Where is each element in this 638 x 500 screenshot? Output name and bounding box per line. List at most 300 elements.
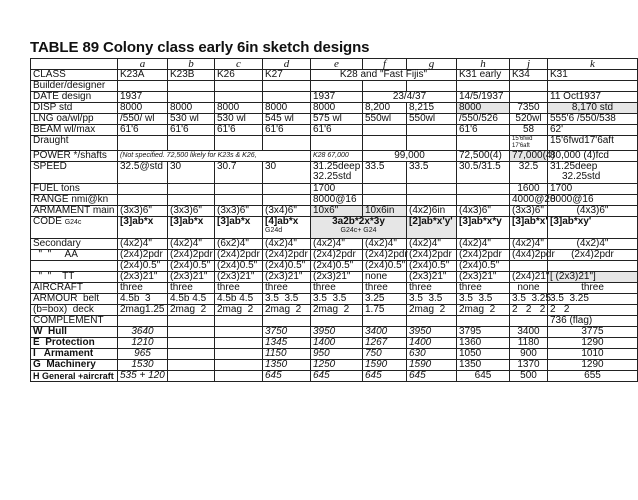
table-cell: 1267	[363, 338, 407, 349]
table-cell	[363, 184, 407, 195]
table-cell: 736 (flag)	[548, 316, 638, 327]
date-row	[31, 92, 638, 103]
table-cell: (2x4)2pdr	[407, 250, 457, 261]
table-cell: 61'6	[263, 125, 311, 136]
table-cell: K31 early	[457, 70, 510, 81]
table-cell	[407, 184, 457, 195]
speed-deep: 31.25deep	[550, 161, 598, 172]
weight-hull-row	[31, 327, 638, 338]
table-cell: 8000	[215, 103, 263, 114]
table-cell: 77,000(4)	[510, 151, 548, 162]
table-cell: 950	[311, 349, 363, 360]
table-cell: 3.5 3.25	[510, 294, 548, 305]
column-letter: h	[457, 59, 510, 70]
armour-belt-row	[31, 294, 638, 305]
table-cell: 15'6fwd17'6aft	[548, 136, 638, 151]
table-cell: 2mag 2	[457, 305, 510, 316]
table-cell: 1600	[510, 184, 548, 195]
table-cell: (2x4)2pdr	[118, 250, 168, 261]
speed-deep: 31.25deep	[313, 161, 361, 172]
table-cell: three	[311, 283, 363, 294]
table-cell: 61'6	[457, 125, 510, 136]
table-cell	[407, 136, 457, 151]
row-label: ARMOUR belt	[31, 294, 118, 305]
table-cell: (2x3)21"	[118, 272, 168, 283]
aa-row	[31, 250, 638, 261]
table-cell: (4x2)4"	[118, 239, 168, 250]
range-row	[31, 195, 638, 206]
table-cell	[311, 81, 363, 92]
table-cell: (4x2)6in	[407, 206, 457, 217]
table-cell	[215, 371, 263, 382]
table-cell: 645	[311, 371, 363, 382]
table-cell: 1050	[457, 349, 510, 360]
table-cell: [3]ab*x	[168, 217, 215, 239]
table-cell	[407, 125, 457, 136]
table-cell	[407, 195, 457, 206]
table-cell: 1700	[548, 184, 638, 195]
table-cell: three	[407, 283, 457, 294]
column-letter: e	[311, 59, 363, 70]
column-letter: g	[407, 59, 457, 70]
table-cell: 1590	[363, 360, 407, 371]
table-cell: 8000	[311, 103, 363, 114]
table-cell	[168, 349, 215, 360]
table-cell: 1400	[407, 338, 457, 349]
row-label: E Protection	[31, 338, 118, 349]
table-cell	[407, 81, 457, 92]
table-cell	[263, 195, 311, 206]
table-cell: (2x3)21"	[457, 272, 510, 283]
table-cell: 655	[548, 371, 638, 382]
table-cell	[118, 184, 168, 195]
fuel-row	[31, 184, 638, 195]
table-cell: K28 67,000	[311, 151, 363, 162]
row-label: H General +aircraft	[31, 371, 118, 382]
table-cell	[311, 162, 363, 184]
table-cell: 72,500(4)	[457, 151, 510, 162]
table-cell: 1345	[263, 338, 311, 349]
table-cell: (2x4)0.5"	[168, 261, 215, 272]
table-cell: 8000@16	[548, 195, 638, 206]
table-cell: 2mag 2	[311, 305, 363, 316]
table-cell: (2x4)2pdr	[311, 250, 363, 261]
table-cell: 645	[457, 371, 510, 382]
table-cell: 2mag 2	[263, 305, 311, 316]
table-cell: three	[457, 283, 510, 294]
table-cell: (2x4)2pdr	[457, 250, 510, 261]
table-cell: 2mag1.25	[118, 305, 168, 316]
row-label: SPEED	[31, 162, 118, 184]
table-cell: (4x2)4"	[168, 239, 215, 250]
table-cell	[457, 136, 510, 151]
table-cell: 1150	[263, 349, 311, 360]
table-cell: K23A	[118, 70, 168, 81]
table-cell: 3400	[363, 327, 407, 338]
table-cell: [2]ab*x'y'	[407, 217, 457, 239]
table-cell: 33.5	[407, 162, 457, 184]
speed-std: 32.25std	[562, 171, 601, 182]
table-cell: 8000	[263, 103, 311, 114]
speed-row	[31, 162, 638, 184]
beam-row	[31, 125, 638, 136]
row-label: POWER */shafts	[31, 151, 118, 162]
table-cell: 1937	[118, 92, 168, 103]
table-cell: (3x4)6"	[263, 206, 311, 217]
table-cell	[215, 338, 263, 349]
table-cell	[311, 316, 363, 327]
table-cell: (2x4)2pdr	[548, 250, 638, 261]
table-cell: 1590	[407, 360, 457, 371]
table-cell: 1350	[263, 360, 311, 371]
table-cell: (3x3)6"	[510, 206, 548, 217]
table-cell: 1210	[118, 338, 168, 349]
table-cell: (4x2)4"	[407, 239, 457, 250]
row-label	[31, 217, 118, 239]
class-row	[31, 70, 638, 81]
table-cell: (2x3)21"	[215, 272, 263, 283]
table-cell	[118, 195, 168, 206]
column-letter: b	[168, 59, 215, 70]
table-cell: (2x4)2pdr	[263, 250, 311, 261]
table-cell: 4000@20	[510, 195, 548, 206]
table-cell: 7350	[510, 103, 548, 114]
table-cell: (4x3)6"	[457, 206, 510, 217]
table-cell: 2 2 2	[510, 305, 548, 316]
table-cell	[168, 338, 215, 349]
length-row	[31, 114, 638, 125]
table-cell: (2x4)0.5"	[407, 261, 457, 272]
draught-row	[31, 136, 638, 151]
table-cell: 2 2	[548, 305, 638, 316]
table-cell	[168, 316, 215, 327]
table-cell	[215, 316, 263, 327]
table-cell: 3400	[510, 327, 548, 338]
table-cell: /550/ wl	[118, 114, 168, 125]
table-cell	[215, 92, 263, 103]
table-cell: 1937	[311, 92, 363, 103]
table-cell: 3795	[457, 327, 510, 338]
table-cell: (2x3)21"	[311, 272, 363, 283]
table-cell: 4.5b 4.5	[168, 294, 215, 305]
table-cell	[548, 261, 638, 272]
table-cell	[263, 81, 311, 92]
weight-general-row	[31, 371, 638, 382]
table-cell: 1180	[510, 338, 548, 349]
table-cell: 8,215	[407, 103, 457, 114]
table-cell: 3.5 3.5	[311, 294, 363, 305]
table-cell: 630	[407, 349, 457, 360]
table-cell	[168, 92, 215, 103]
row-label: Builder/designer	[31, 81, 118, 92]
table-cell: 1700	[311, 184, 363, 195]
table-cell: 2mag 2	[215, 305, 263, 316]
table-cell: 8,170 std	[548, 103, 638, 114]
table-cell: 1530	[118, 360, 168, 371]
table-cell: [ (2x3)21"]	[548, 272, 638, 283]
table-cell	[363, 195, 407, 206]
table-cell	[263, 92, 311, 103]
table-cell: 3.5 3.5	[457, 294, 510, 305]
table-cell: (4x2)4"	[548, 239, 638, 250]
table-cell: 645	[263, 371, 311, 382]
table-cell: 80,000 (4)fcd	[548, 151, 638, 162]
armament-main-row	[31, 206, 638, 217]
table-cell	[215, 184, 263, 195]
table-cell	[311, 136, 363, 151]
table-cell	[215, 360, 263, 371]
table-cell	[363, 125, 407, 136]
table-cell	[510, 81, 548, 92]
table-cell: [3]ab*x'	[510, 217, 548, 239]
table-cell: (2x4)0.5"	[118, 261, 168, 272]
table-cell	[363, 81, 407, 92]
aa-secondary-row	[31, 261, 638, 272]
row-label: BEAM wl/max	[31, 125, 118, 136]
table-cell: K34	[510, 70, 548, 81]
table-cell: (2x4)0.5"	[363, 261, 407, 272]
row-label: " " AA	[31, 250, 118, 261]
table-cell: [3]ab*xy'	[548, 217, 638, 239]
table-cell: /550/526	[457, 114, 510, 125]
table-cell	[510, 136, 548, 151]
table-cell: none	[510, 283, 548, 294]
aircraft-row	[31, 283, 638, 294]
table-cell	[457, 81, 510, 92]
column-letter: a	[118, 59, 168, 70]
draught-aft: 17'6aft	[512, 143, 530, 149]
table-cell: 545 wl	[263, 114, 311, 125]
weight-machinery-row	[31, 360, 638, 371]
table-cell: (6x2)4"	[215, 239, 263, 250]
table-cell	[263, 136, 311, 151]
table-cell	[263, 217, 311, 239]
row-label: DATE design	[31, 92, 118, 103]
table-cell: 530 wl	[215, 114, 263, 125]
disp-row	[31, 103, 638, 114]
table-cell: 10x6in	[363, 206, 407, 217]
table-cell: three	[118, 283, 168, 294]
table-cell: [3]ab*x	[118, 217, 168, 239]
table-cell	[510, 316, 548, 327]
table-cell: (3x3)6"	[118, 206, 168, 217]
table-cell: (4x3)6"	[548, 206, 638, 217]
column-letter: f	[363, 59, 407, 70]
table-cell: (4x2)4"	[263, 239, 311, 250]
table-cell: 14/5/1937	[457, 92, 510, 103]
table-cell: three	[168, 283, 215, 294]
table-cell	[168, 360, 215, 371]
table-cell	[168, 184, 215, 195]
table-cell: (2x3)21"	[168, 272, 215, 283]
table-cell: 8,200	[363, 103, 407, 114]
row-label: (b=box) deck	[31, 305, 118, 316]
column-letter: k	[548, 59, 638, 70]
design-table	[30, 58, 638, 382]
table-cell	[215, 136, 263, 151]
table-cell: 32.5	[510, 162, 548, 184]
table-cell: 61'6	[168, 125, 215, 136]
table-cell	[263, 184, 311, 195]
table-cell	[457, 316, 510, 327]
table-cell	[363, 136, 407, 151]
code-ref: G24c+ G24	[340, 227, 377, 234]
table-cell: 530 wl	[168, 114, 215, 125]
table-cell: 3950	[311, 327, 363, 338]
row-label: RANGE nmi@kn	[31, 195, 118, 206]
table-cell	[215, 195, 263, 206]
table-cell: three	[363, 283, 407, 294]
table-cell: 900	[510, 349, 548, 360]
table-title: TABLE 89 Colony class early 6in sketch designs	[30, 39, 370, 56]
table-cell	[407, 316, 457, 327]
column-letters-row	[31, 59, 638, 70]
table-cell: (2x4)2pdr	[215, 250, 263, 261]
table-cell	[311, 217, 407, 239]
table-cell: 8000	[118, 103, 168, 114]
table-cell: (2x4)0.5"	[311, 261, 363, 272]
table-cell	[457, 195, 510, 206]
code-row	[31, 217, 638, 239]
table-cell: (4x2)4"	[311, 239, 363, 250]
table-cell: 2mag 2	[168, 305, 215, 316]
table-cell: (2x3)21"	[263, 272, 311, 283]
table-cell: 23/4/37	[363, 92, 457, 103]
table-cell: 3640	[118, 327, 168, 338]
column-letter: c	[215, 59, 263, 70]
draught-fwd: 15'6fwd	[512, 136, 533, 142]
table-cell: (2x4)0.5"	[263, 261, 311, 272]
table-cell: 30.5/31.5	[457, 162, 510, 184]
table-cell: [3]ab*x	[215, 217, 263, 239]
table-cell: 61'6	[215, 125, 263, 136]
table-cell	[457, 184, 510, 195]
table-cell: 555'6 /550/538	[548, 114, 638, 125]
table-cell: 61'6	[311, 125, 363, 136]
table-cell: 8000	[457, 103, 510, 114]
table-cell: (2x4)2pdr	[363, 250, 407, 261]
code-ref: G24d	[265, 227, 283, 234]
table-cell: 3.5 3.5	[407, 294, 457, 305]
table-cell: 1250	[311, 360, 363, 371]
table-cell	[168, 371, 215, 382]
table-cell	[168, 81, 215, 92]
table-cell: 1400	[311, 338, 363, 349]
row-label: Draught	[31, 136, 118, 151]
table-cell: 1010	[548, 349, 638, 360]
table-cell: 61'6	[118, 125, 168, 136]
row-label: LNG oa/wl/pp	[31, 114, 118, 125]
table-cell: 3750	[263, 327, 311, 338]
speed-std: 32.25std	[313, 171, 352, 182]
table-cell: (2x4)21"	[510, 272, 548, 283]
table-cell: 1360	[457, 338, 510, 349]
table-cell: 1290	[548, 338, 638, 349]
table-cell: 62'	[548, 125, 638, 136]
row-label: G Machinery	[31, 360, 118, 371]
table-cell: (Not specified. 72,500 likely for K23s & K26,	[118, 151, 311, 162]
table-cell	[168, 195, 215, 206]
row-label: FUEL tons	[31, 184, 118, 195]
table-cell: K26	[215, 70, 263, 81]
table-cell: (3x3)6"	[168, 206, 215, 217]
table-cell: 1290	[548, 360, 638, 371]
table-cell: (2x4)2pdr	[168, 250, 215, 261]
table-cell: (2x4)0.5"	[215, 261, 263, 272]
table-cell: 1.75	[363, 305, 407, 316]
table-cell: three	[263, 283, 311, 294]
row-label: DISP std	[31, 103, 118, 114]
table-cell: 575 wl	[311, 114, 363, 125]
table-cell: 500	[510, 371, 548, 382]
table-cell	[363, 316, 407, 327]
table-cell: 4.5b 4.5	[215, 294, 263, 305]
table-cell: 30.7	[215, 162, 263, 184]
table-cell: 8000@16	[311, 195, 363, 206]
row-label: I Armament	[31, 349, 118, 360]
table-cell: (4x2)4"	[510, 239, 548, 250]
table-cell: 550wl	[407, 114, 457, 125]
table-cell: (3x3)6"	[215, 206, 263, 217]
code-value: [4]ab*x	[265, 216, 299, 227]
table-cell	[510, 92, 548, 103]
code-ref: G24c	[64, 219, 82, 226]
table-cell: 645	[407, 371, 457, 382]
table-cell: 30	[168, 162, 215, 184]
table-cell: 30	[263, 162, 311, 184]
table-cell: 750	[363, 349, 407, 360]
table-cell: 1350	[457, 360, 510, 371]
table-cell: K23B	[168, 70, 215, 81]
table-cell	[168, 136, 215, 151]
complement-row	[31, 316, 638, 327]
table-cell: 3.25	[363, 294, 407, 305]
secondary-row	[31, 239, 638, 250]
table-cell: (2x4)0.5"	[457, 261, 510, 272]
table-cell	[548, 162, 638, 184]
table-cell: 10x6"	[311, 206, 363, 217]
table-cell: K31	[548, 70, 638, 81]
column-letter: d	[263, 59, 311, 70]
table-cell: 1370	[510, 360, 548, 371]
row-label: COMPLEMENT	[31, 316, 118, 327]
table-cell	[548, 81, 638, 92]
table-cell	[168, 327, 215, 338]
table-cell: 645	[363, 371, 407, 382]
table-cell: 3.5 3.5	[263, 294, 311, 305]
table-cell	[118, 136, 168, 151]
table-cell: 33.5	[363, 162, 407, 184]
table-cell: 2mag 2	[407, 305, 457, 316]
weight-armament-row	[31, 349, 638, 360]
table-cell	[215, 349, 263, 360]
table-cell	[118, 81, 168, 92]
row-label: " " TT	[31, 272, 118, 283]
weight-protection-row	[31, 338, 638, 349]
table-cell: 32.5@std	[118, 162, 168, 184]
table-cell: 550wl	[363, 114, 407, 125]
table-cell: 11 Oct1937	[548, 92, 638, 103]
table-cell: 3775	[548, 327, 638, 338]
row-label: ARMAMENT main	[31, 206, 118, 217]
table-cell: K28 and "Fast Fijis"	[311, 70, 457, 81]
table-cell: 8000	[168, 103, 215, 114]
table-cell: 99,000	[363, 151, 457, 162]
tt-row	[31, 272, 638, 283]
builder-row	[31, 81, 638, 92]
table-cell: 520wl	[510, 114, 548, 125]
corner-cell	[31, 59, 118, 70]
